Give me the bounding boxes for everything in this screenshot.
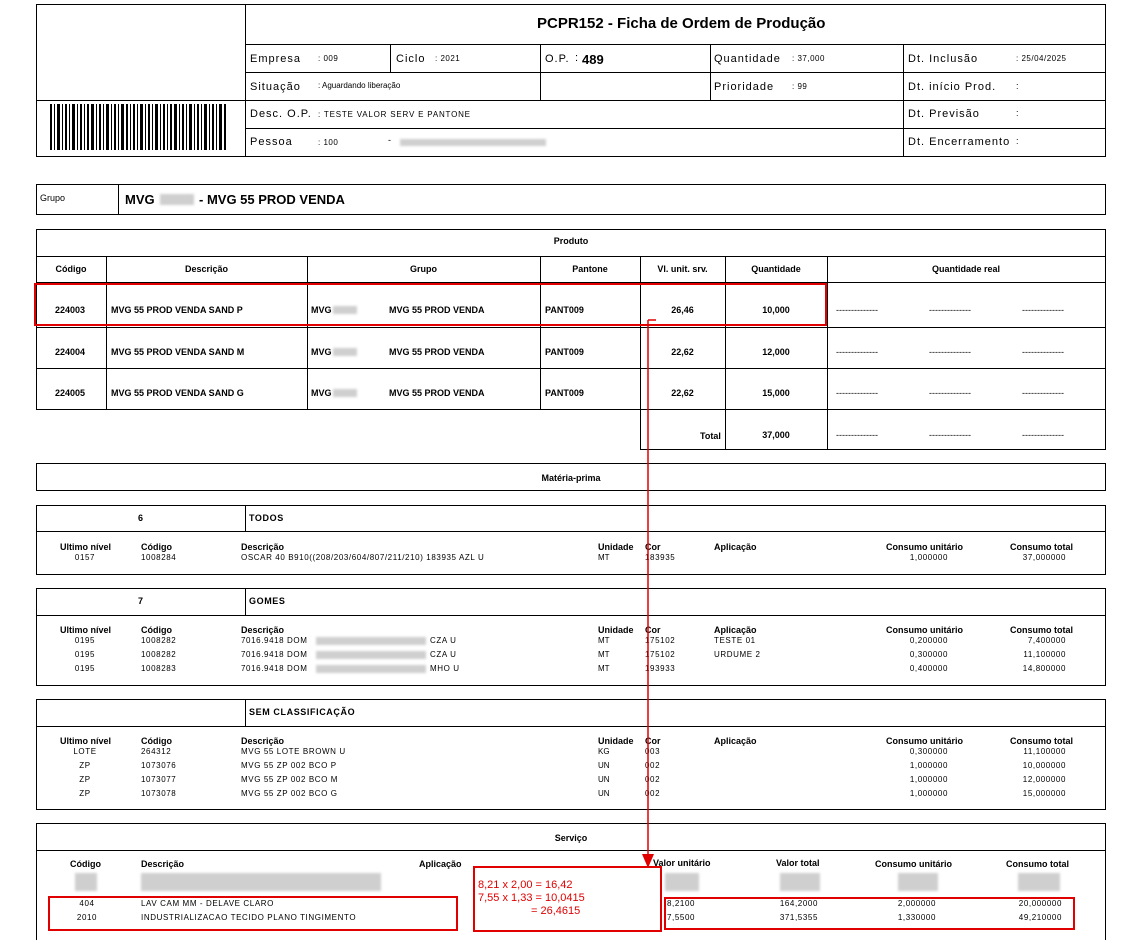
mp-cor: 002 [645, 775, 661, 784]
servico-valor-total: 371,5355 [779, 913, 818, 922]
produto-col-divider [106, 256, 107, 410]
mp-cor: 183935 [645, 553, 676, 562]
mp-consumo-unit: 0,300000 [909, 747, 948, 756]
produto-total-bottom [640, 449, 1106, 450]
group-header-col-divider [245, 588, 246, 616]
grupo-prefix: MVG [125, 192, 155, 207]
produto-pantone: PANT009 [545, 347, 584, 357]
col-ultimo-nivel: Ultimo nível [60, 542, 112, 552]
dt-encerramento-value: : [1016, 136, 1019, 146]
group-number: 7 [138, 596, 144, 606]
ciclo-value: : 2021 [435, 54, 461, 63]
title-divider [245, 44, 1106, 45]
mp-cor: 175102 [645, 636, 676, 645]
group-name: GOMES [249, 596, 286, 606]
mp-nivel: ZP [79, 761, 91, 770]
mp-unidade: MT [598, 650, 610, 659]
produto-grupo-prefix: MVG [311, 347, 332, 357]
produto-title-divider [36, 256, 1106, 257]
col-aplicacao: Aplicação [714, 542, 757, 552]
mp-codigo: 1073077 [141, 775, 177, 784]
dt-encerramento-label: Dt. Encerramento [908, 136, 1011, 148]
materia-group-todos [36, 505, 1106, 575]
col-consumo-unitario: Consumo unitário [875, 859, 952, 869]
redacted-descricao [316, 637, 426, 645]
produto-col-divider [827, 256, 828, 450]
redacted-servico-row [898, 873, 938, 891]
quantidade-real-blank: -------------- [836, 347, 878, 357]
col-cor: Cor [645, 736, 661, 746]
redacted-servico-row [141, 873, 381, 891]
mp-descricao-suffix: CZA U [430, 650, 457, 659]
group-header-divider [36, 531, 1106, 532]
quantidade-real-blank: -------------- [836, 305, 878, 315]
empresa-label: Empresa [250, 53, 302, 65]
redacted-grupo-code [333, 389, 357, 397]
servico-consumo-total: 49,210000 [1018, 913, 1062, 922]
highlight-product-row [34, 283, 827, 326]
redacted-pessoa-name [400, 139, 546, 146]
servico-descricao: LAV CAM MM - DELAVE CLARO [141, 899, 274, 908]
col-cor: Cor [645, 542, 661, 552]
col-codigo: Código [141, 542, 172, 552]
mp-codigo: 1073078 [141, 789, 177, 798]
col-codigo: Código [55, 264, 87, 274]
produto-pantone: PANT009 [545, 305, 584, 315]
produto-vl-unit: 26,46 [671, 305, 694, 315]
empresa-value: : 009 [318, 54, 339, 63]
mp-codigo: 264312 [141, 747, 172, 756]
mp-descricao-suffix: CZA U [430, 636, 457, 645]
produto-row-divider [36, 368, 1106, 369]
produto-grupo-name: MVG 55 PROD VENDA [389, 305, 485, 315]
group-number: 6 [138, 513, 144, 523]
ciclo-label: Ciclo [396, 53, 426, 65]
mp-descricao-suffix: MHO U [430, 664, 460, 673]
pessoa-value: : 100 [318, 138, 339, 147]
quantidade-real-blank: -------------- [836, 430, 878, 440]
mp-nivel: 0157 [74, 553, 96, 562]
servico-title: Serviço [554, 833, 588, 843]
col-consumo-total: Consumo total [1006, 859, 1069, 869]
dt-previsao-label: Dt. Previsão [908, 108, 980, 120]
mp-descricao: OSCAR 40 B910((208/203/604/807/211/210) 183935 AZL U [241, 553, 485, 562]
materia-prima-title: Matéria-prima [541, 473, 601, 483]
col-cor: Cor [645, 625, 661, 635]
produto-quantidade: 15,000 [762, 388, 790, 398]
col-consumo-total: Consumo total [1010, 625, 1073, 635]
col-valor-total: Valor total [776, 858, 820, 868]
quantidade-real-blank: -------------- [1022, 388, 1064, 398]
desc-op-value: : TESTE VALOR SERV E PANTONE [318, 110, 471, 119]
mp-descricao: MVG 55 ZP 002 BCO P [241, 761, 337, 770]
produto-codigo: 224005 [55, 388, 86, 398]
mp-consumo-unit: 0,200000 [909, 636, 948, 645]
mp-descricao: 7016.9418 DOM [241, 650, 308, 659]
servico-codigo: 404 [79, 899, 95, 908]
col-codigo: Código [141, 736, 172, 746]
mp-consumo-unit: 0,400000 [909, 664, 948, 673]
produto-descricao: MVG 55 PROD VENDA SAND M [111, 347, 245, 357]
mp-descricao: 7016.9418 DOM [241, 636, 308, 645]
mp-aplicacao: URDUME 2 [714, 650, 761, 659]
redacted-descricao [316, 665, 426, 673]
servico-descricao: INDUSTRIALIZACAO TECIDO PLANO TINGIMENTO [141, 913, 357, 922]
mp-consumo-total: 12,000000 [1022, 775, 1066, 784]
col-consumo-total: Consumo total [1010, 736, 1073, 746]
servico-valor-unit: 8,2100 [667, 899, 696, 908]
grupo-name: - MVG 55 PROD VENDA [199, 192, 345, 207]
redacted-servico-row [665, 873, 699, 891]
quantidade-real-blank: -------------- [1022, 430, 1064, 440]
mp-cor: 002 [645, 761, 661, 770]
grupo-label: Grupo [40, 193, 66, 203]
dt-previsao-value: : [1016, 108, 1019, 118]
col-vl-unit: Vl. unit. srv. [657, 264, 708, 274]
mp-consumo-unit: 1,000000 [909, 789, 948, 798]
mp-descricao: 7016.9418 DOM [241, 664, 308, 673]
produto-row-divider [36, 327, 1106, 328]
mp-codigo: 1073076 [141, 761, 177, 770]
mp-unidade: UN [598, 761, 610, 770]
produto-quantidade: 10,000 [762, 305, 790, 315]
mp-descricao: MVG 55 ZP 002 BCO G [241, 789, 338, 798]
report-title: PCPR152 - Ficha de Ordem de Produção [537, 15, 826, 32]
col-consumo-unitario: Consumo unitário [886, 542, 963, 552]
col-unidade: Unidade [598, 736, 634, 746]
col-ultimo-nivel: Ultimo nível [60, 736, 112, 746]
produto-grupo-name: MVG 55 PROD VENDA [389, 388, 485, 398]
op-label: O.P. [545, 53, 570, 65]
mp-consumo-unit: 1,000000 [909, 553, 948, 562]
produto-col-divider [307, 256, 308, 410]
logo-divider [36, 100, 246, 101]
col-descricao: Descrição [241, 625, 285, 635]
group-name: SEM CLASSIFICAÇÃO [249, 707, 356, 717]
quantidade-label: Quantidade [714, 53, 781, 65]
redacted-descricao [316, 651, 426, 659]
col-ultimo-nivel: Ultimo nível [60, 625, 112, 635]
col-descricao: Descrição [141, 859, 185, 869]
mp-consumo-total: 37,000000 [1022, 553, 1066, 562]
op-number: 489 [582, 52, 604, 67]
mp-aplicacao: TESTE 01 [714, 636, 756, 645]
col-aplicacao: Aplicação [714, 625, 757, 635]
servico-valor-total: 164,2000 [779, 899, 818, 908]
barcode-image [50, 104, 226, 150]
produto-quantidade: 12,000 [762, 347, 790, 357]
group-header-divider [36, 615, 1106, 616]
mp-cor: 193933 [645, 664, 676, 673]
col-pantone: Pantone [572, 264, 608, 274]
col-consumo-unitario: Consumo unitário [886, 625, 963, 635]
mp-consumo-unit: 1,000000 [909, 761, 948, 770]
redacted-servico-row [1018, 873, 1060, 891]
mp-consumo-total: 10,000000 [1022, 761, 1066, 770]
col-quantidade-real: Quantidade real [931, 264, 1001, 274]
produto-descricao: MVG 55 PROD VENDA SAND P [111, 305, 243, 315]
col-quantidade: Quantidade [751, 264, 801, 274]
mp-codigo: 1008283 [141, 664, 177, 673]
mp-consumo-total: 7,400000 [1027, 636, 1066, 645]
col-consumo-total: Consumo total [1010, 542, 1073, 552]
col-grupo: Grupo [410, 264, 437, 274]
produto-codigo: 224003 [55, 305, 86, 315]
produto-pantone: PANT009 [545, 388, 584, 398]
mp-unidade: MT [598, 636, 610, 645]
col-consumo-unitario: Consumo unitário [886, 736, 963, 746]
calculation-line-1: 8,21 x 2,00 = 16,42 [478, 879, 573, 891]
produto-grupo-name: MVG 55 PROD VENDA [389, 347, 485, 357]
col-divider [710, 44, 711, 101]
group-header-divider [36, 726, 1106, 727]
col-codigo: Código [141, 625, 172, 635]
situacao-value: : Aguardando liberação [318, 81, 401, 90]
col-unidade: Unidade [598, 625, 634, 635]
mp-consumo-total: 11,100000 [1023, 650, 1066, 659]
col-codigo: Código [70, 859, 101, 869]
pessoa-dash: - [388, 135, 391, 145]
col-valor-unitario: Valor unitário [653, 858, 711, 868]
calculation-line-2: 7,55 x 1,33 = 10,0415 [478, 892, 585, 904]
col-aplicacao: Aplicação [419, 859, 462, 869]
col-aplicacao: Aplicação [714, 736, 757, 746]
quantidade-real-blank: -------------- [1022, 305, 1064, 315]
group-header-col-divider [245, 699, 246, 727]
mp-unidade: UN [598, 789, 610, 798]
mp-unidade: UN [598, 775, 610, 784]
redacted-servico-row [75, 873, 97, 891]
servico-consumo-unit: 1,330000 [897, 913, 936, 922]
produto-col-divider [1105, 409, 1106, 450]
mp-consumo-unit: 0,300000 [909, 650, 948, 659]
mp-codigo: 1008284 [141, 553, 177, 562]
dt-inicio-value: : [1016, 81, 1019, 91]
mp-nivel: ZP [79, 775, 91, 784]
grupo-divider [118, 184, 119, 215]
servico-valor-unit: 7,5500 [667, 913, 696, 922]
col-unidade: Unidade [598, 542, 634, 552]
produto-grupo-prefix: MVG [311, 388, 332, 398]
desc-op-label: Desc. O.P. [250, 108, 312, 120]
mp-codigo: 1008282 [141, 650, 177, 659]
produto-col-divider [540, 256, 541, 410]
situacao-label: Situação [250, 81, 301, 93]
mp-unidade: MT [598, 553, 610, 562]
mp-consumo-total: 11,100000 [1023, 747, 1066, 756]
calculation-line-3: = 26,4615 [531, 905, 581, 917]
col-descricao: Descrição [184, 264, 229, 274]
col-descricao: Descrição [241, 542, 285, 552]
quantidade-real-blank: -------------- [1022, 347, 1064, 357]
mp-nivel: ZP [79, 789, 91, 798]
servico-codigo: 2010 [76, 913, 98, 922]
total-value: 37,000 [762, 430, 790, 440]
redacted-servico-row [780, 873, 820, 891]
total-label: Total [700, 431, 721, 441]
op-colon: : [575, 52, 579, 64]
redacted-grupo-code [160, 194, 194, 205]
mp-unidade: MT [598, 664, 610, 673]
prioridade-label: Prioridade [714, 81, 775, 93]
mp-nivel: 0195 [74, 650, 96, 659]
mp-nivel: 0195 [74, 636, 96, 645]
dt-inicio-label: Dt. início Prod. [908, 81, 997, 93]
servico-consumo-unit: 2,000000 [897, 899, 936, 908]
highlight-servico-rows [48, 896, 458, 931]
produto-row-divider [36, 409, 1106, 410]
row-divider [245, 72, 1106, 73]
quantidade-real-blank: -------------- [929, 430, 971, 440]
mp-cor: 175102 [645, 650, 676, 659]
mp-descricao: MVG 55 ZP 002 BCO M [241, 775, 339, 784]
quantidade-real-blank: -------------- [929, 347, 971, 357]
produto-title: Produto [553, 236, 589, 246]
produto-descricao: MVG 55 PROD VENDA SAND G [111, 388, 244, 398]
dt-inclusao-label: Dt. Inclusão [908, 53, 979, 65]
mp-consumo-total: 14,800000 [1022, 664, 1066, 673]
mp-nivel: 0195 [74, 664, 96, 673]
mp-cor: 002 [645, 789, 661, 798]
produto-codigo: 224004 [55, 347, 86, 357]
quantidade-value: : 37,000 [792, 54, 825, 63]
row-divider [245, 128, 1106, 129]
col-descricao: Descrição [241, 736, 285, 746]
redacted-grupo-code [333, 348, 357, 356]
quantidade-real-blank: -------------- [929, 388, 971, 398]
servico-title-divider [36, 850, 1106, 851]
produto-grupo-prefix: MVG [311, 305, 332, 315]
row-divider [245, 100, 1106, 101]
mp-codigo: 1008282 [141, 636, 177, 645]
col-divider [390, 44, 391, 73]
mp-descricao: MVG 55 LOTE BROWN U [241, 747, 346, 756]
quantidade-real-blank: -------------- [929, 305, 971, 315]
servico-consumo-total: 20,000000 [1018, 899, 1062, 908]
produto-vl-unit: 22,62 [671, 347, 694, 357]
group-header-col-divider [245, 505, 246, 532]
mp-consumo-total: 15,000000 [1022, 789, 1066, 798]
group-name: TODOS [249, 513, 284, 523]
header-divider [245, 4, 246, 157]
quantidade-real-blank: -------------- [836, 388, 878, 398]
pessoa-label: Pessoa [250, 136, 293, 148]
prioridade-value: : 99 [792, 82, 808, 91]
mp-unidade: KG [598, 747, 610, 756]
mp-nivel: LOTE [73, 747, 97, 756]
highlight-servico-values [664, 897, 1075, 930]
mp-cor: 003 [645, 747, 661, 756]
produto-vl-unit: 22,62 [671, 388, 694, 398]
grupo-frame [36, 184, 1106, 215]
col-divider [540, 44, 541, 101]
mp-consumo-unit: 1,000000 [909, 775, 948, 784]
dt-inclusao-value: : 25/04/2025 [1016, 54, 1067, 63]
col-divider [903, 44, 904, 157]
